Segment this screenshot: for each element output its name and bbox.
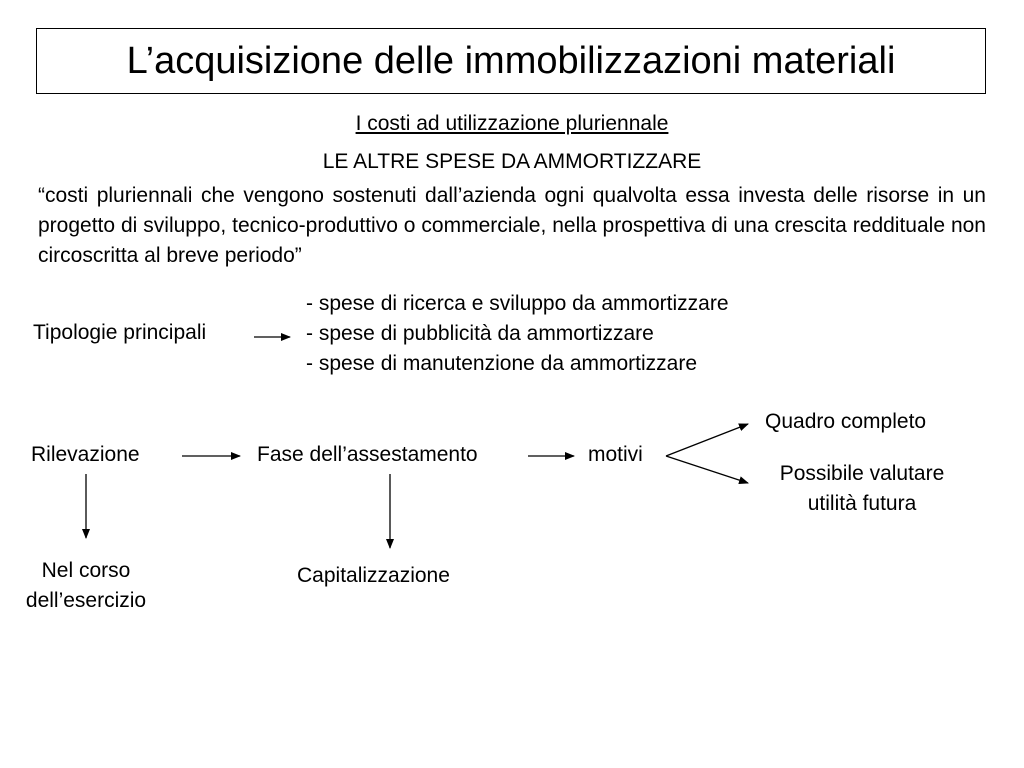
node-nel-corso-line2: dell’esercizio [25,589,147,612]
types-item-maintenance: - spese di manutenzione da ammortizzare [306,352,698,375]
section-heading: LE ALTRE SPESE DA AMMORTIZZARE [322,150,702,173]
arrow-motivi-to-quadro [666,424,748,456]
types-item-research: - spese di ricerca e sviluppo da ammortizzare [306,292,729,315]
node-rilevazione: Rilevazione [31,443,140,466]
types-item-advertising: - spese di pubblicità da ammortizzare [306,322,654,345]
slide-subtitle: I costi ad utilizzazione pluriennale [355,112,669,135]
node-motivi: motivi [588,443,643,466]
node-capitalizzazione: Capitalizzazione [297,564,450,587]
node-possibile-line2: utilità futura [807,492,917,515]
types-label: Tipologie principali [33,321,207,344]
node-nel-corso-line1: Nel corso [41,559,131,582]
node-fase-assestamento: Fase dell’assestamento [257,443,478,466]
arrow-motivi-to-possibile [666,456,748,483]
node-quadro-completo: Quadro completo [765,410,927,433]
slide-title-text: L’acquisizione delle immobilizzazioni materiali [126,39,896,82]
node-possibile-line1: Possibile valutare [779,462,945,485]
definition-text: “costi pluriennali che vengono sostenuti dall’azienda ogni qualvolta essa investa delle risorse in un progetto di sviluppo, tecnico-produttivo o commerciale, nella prospettiva di una crescita reddituale non circoscritta al breve periodo” [38,184,986,267]
